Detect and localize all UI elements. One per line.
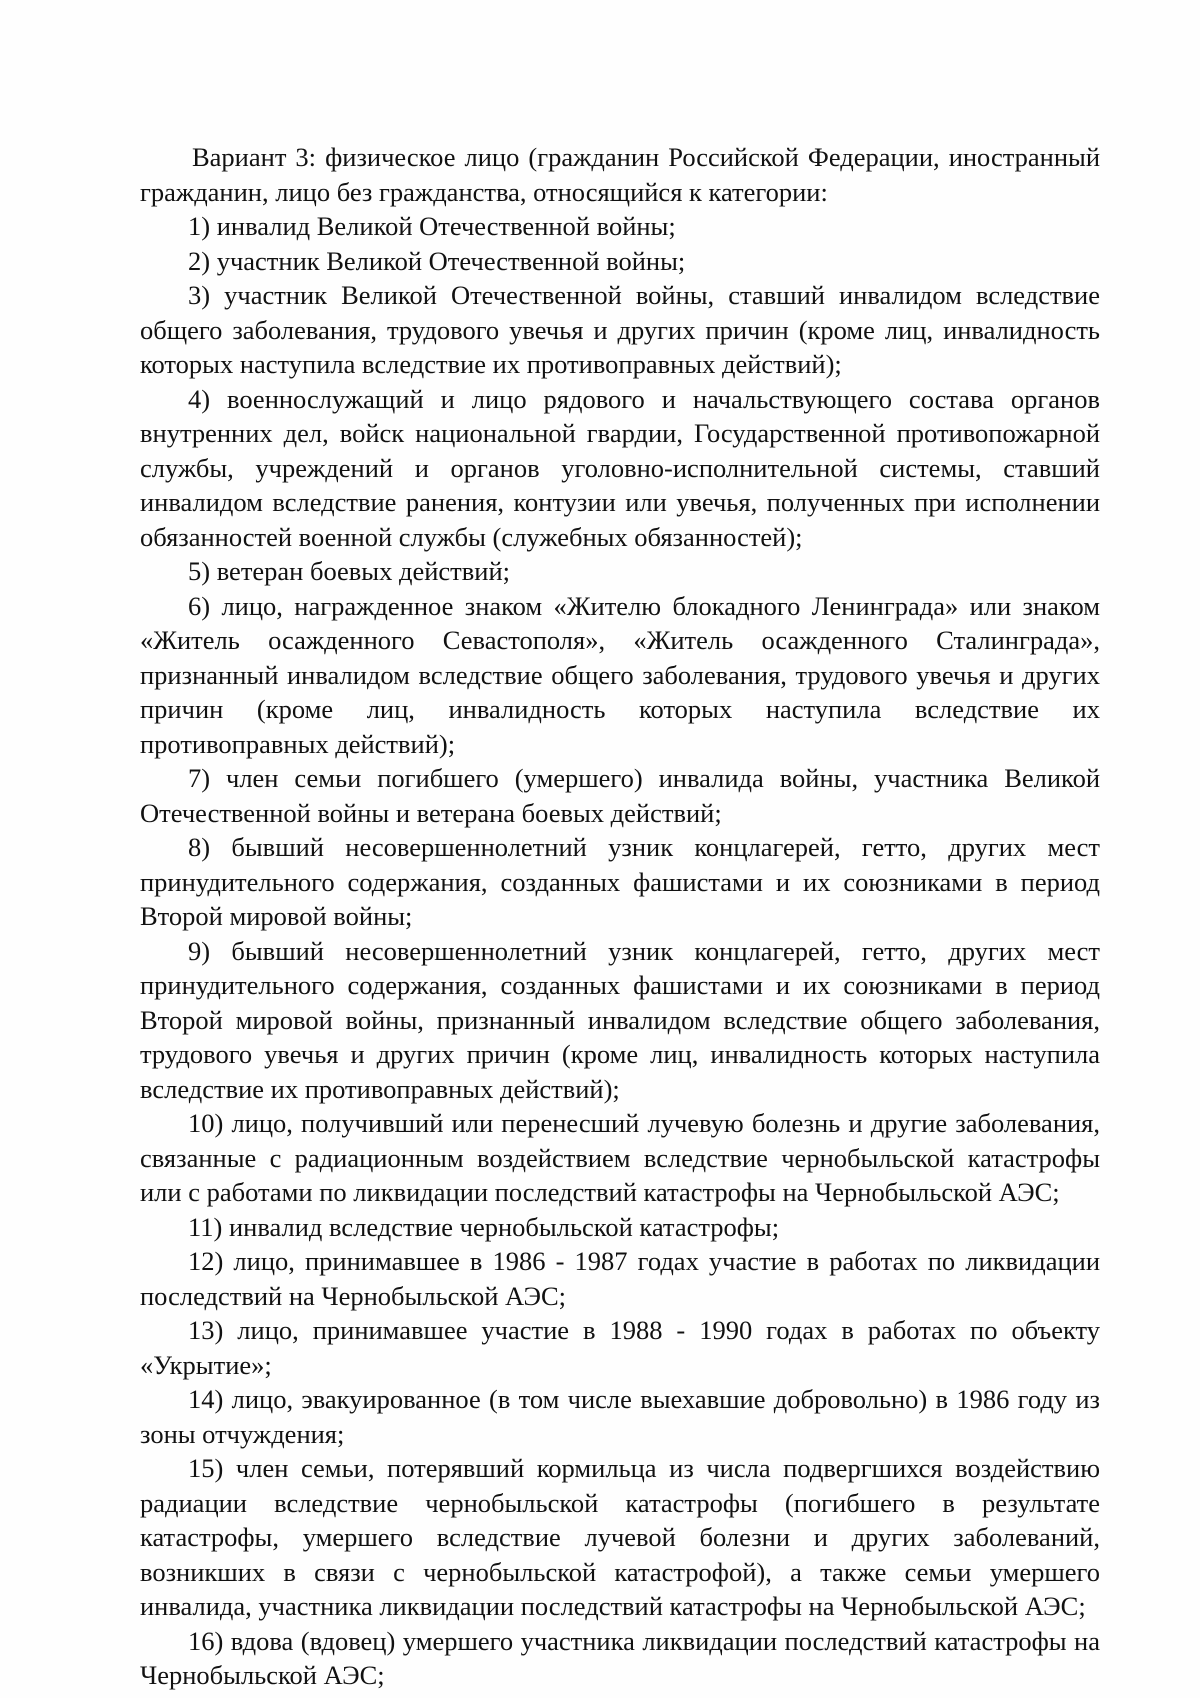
category-item-11: 11) инвалид вследствие чернобыльской катастрофы; [188,1211,780,1242]
category-item-10: 10) лицо, получивший или перенесший лучевую болезнь и другие заболевания, связанные с радиационным воздействием вследствие чернобыльской катастрофы или с работами по ликвидации последствий катастрофы на Чернобыльской АЭС; [140,1108,1100,1207]
category-item-8: 8) бывший несовершеннолетний узник концлагерей, гетто, других мест принудительного содержания, созданных фашистами и их союзниками в период Второй мировой войны; [140,832,1100,931]
category-item-1: 1) инвалид Великой Отечественной войны; [188,211,676,241]
category-item-3: 3) участник Великой Отечественной войны, ставший инвалидом вследствие общего заболевания, трудового увечья и других причин (кроме лиц, инвалидность которых наступила вследствие их противоправных действий); [140,280,1100,379]
category-item-13: 13) лицо, принимавшее участие в 1988 - 1990 годах в работах по объекту «Укрытие»; [140,1315,1100,1380]
document-body [140,140,1100,1693]
variant-intro: Вариант 3: физическое лицо (гражданин Российской Федерации, иностранный гражданин, лицо без гражданства, относящийся к категории: [140,142,1100,207]
category-item-9: 9) бывший несовершеннолетний узник концлагерей, гетто, других мест принудительного содержания, созданных фашистами и их союзниками в период Второй мировой войны, признанный инвалидом вследствие общего заболевания, трудового увечья и других причин (кроме лиц, инвалидность которых наступила вследствие их противоправных действий); [140,935,1100,1104]
category-item-12: 12) лицо, принимавшее в 1986 - 1987 годах участие в работах по ликвидации последствий на Чернобыльской АЭС; [140,1246,1100,1311]
category-item-4: 4) военнослужащий и лицо рядового и начальствующего состава органов внутренних дел, войск национальной гвардии, Государственной противопожарной службы, учреждений и органов уголовно-исполнительной системы, ставший инвалидом вследствие ранения, контузии или увечья, полученных при исполнении обязанностей военной службы (служебных обязанностей); [140,383,1100,552]
category-item-7: 7) член семьи погибшего (умершего) инвалида войны, участника Великой Отечественной войны и ветерана боевых действий; [140,763,1100,828]
category-item-2: 2) участник Великой Отечественной войны; [188,245,686,276]
category-item-6: 6) лицо, награжденное знаком «Жителю блокадного Ленинграда» или знаком «Житель осажденного Севастополя», «Житель осажденного Сталинграда», признанный инвалидом вследствие общего заболевания, трудового увечья и других причин (кроме лиц, инвалидность которых наступила вследствие их противоправных действий); [140,590,1100,759]
category-item-14: 14) лицо, эвакуированное (в том числе выехавшие добровольно) в 1986 году из зоны отчуждения; [140,1384,1100,1449]
category-item-16: 16) вдова (вдовец) умершего участника ликвидации последствий катастрофы на Чернобыльской АЭС; [140,1625,1100,1690]
category-item-5: 5) ветеран боевых действий; [188,556,510,586]
category-item-15: 15) член семьи, потерявший кормильца из числа подвергшихся воздействию радиации вследствие чернобыльской катастрофы (погибшего в результате катастрофы, умершего вследствие лучевой болезни и других заболеваний, возникших в связи с чернобыльской катастрофой), а также семьи умершего инвалида, участника ликвидации последствий катастрофы на Чернобыльской АЭС; [140,1453,1100,1621]
